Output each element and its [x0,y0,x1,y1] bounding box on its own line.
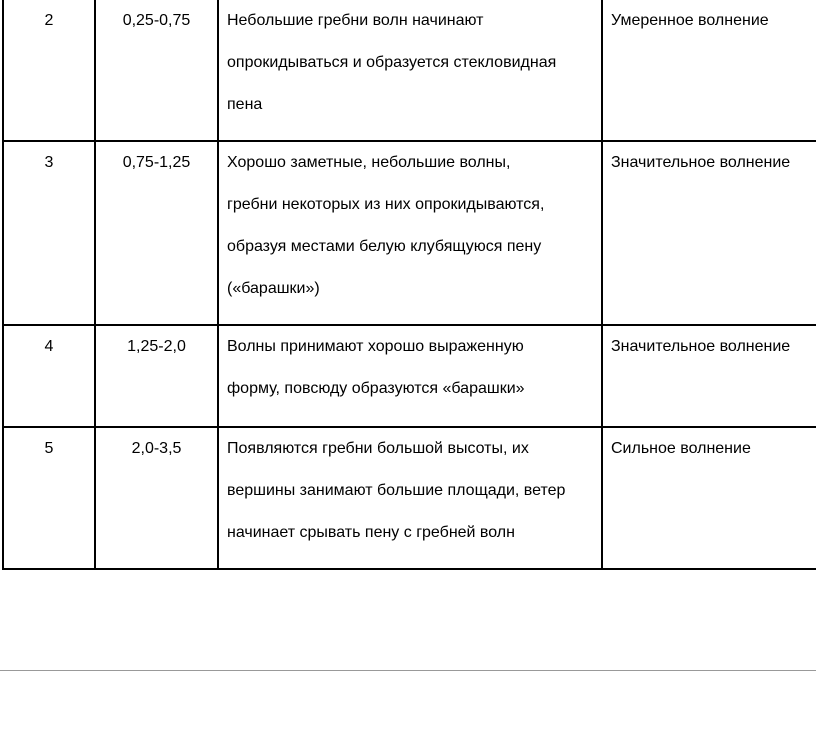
cell-description [218,325,602,427]
description-line: опрокидываться и образуется стекловидная [227,54,557,71]
cell-number: 3 [3,141,95,325]
cell-number: 5 [3,427,95,569]
sea-state-table [2,0,816,570]
table-row [3,427,816,569]
description-line: вершины занимают большие площади, ветер [227,482,566,499]
description-line: («барашки») [227,280,320,297]
cell-wave-height: 0,75-1,25 [95,141,218,325]
cell-sea-state: Умеренное волнение [602,0,816,141]
description-line: Хорошо заметные, небольшие волны, [227,154,511,171]
description-line: форму, повсюду образуются «барашки» [227,380,525,397]
cell-wave-height: 0,25-0,75 [95,0,218,141]
cell-description [218,0,602,141]
table-row [3,141,816,325]
cell-wave-height: 1,25-2,0 [95,325,218,427]
cell-description [218,427,602,569]
page-divider [0,670,816,671]
description-line: начинает срывать пену с гребней волн [227,524,515,541]
cell-sea-state: Значительное волнение [602,325,816,427]
description-line: образуя местами белую клубящуюся пену [227,238,542,255]
description-line: Небольшие гребни волн начинают [227,12,484,29]
cell-number: 2 [3,0,95,141]
description-line: Волны принимают хорошо выраженную [227,338,524,355]
cell-description [218,141,602,325]
description-line: пена [227,96,263,113]
cell-sea-state: Значительное волнение [602,141,816,325]
cell-sea-state: Сильное волнение [602,427,816,569]
table-row [3,325,816,427]
description-line: Появляются гребни большой высоты, их [227,440,529,457]
description-line: гребни некоторых из них опрокидываются, [227,196,545,213]
table-row [3,0,816,141]
cell-wave-height: 2,0-3,5 [95,427,218,569]
cell-number: 4 [3,325,95,427]
